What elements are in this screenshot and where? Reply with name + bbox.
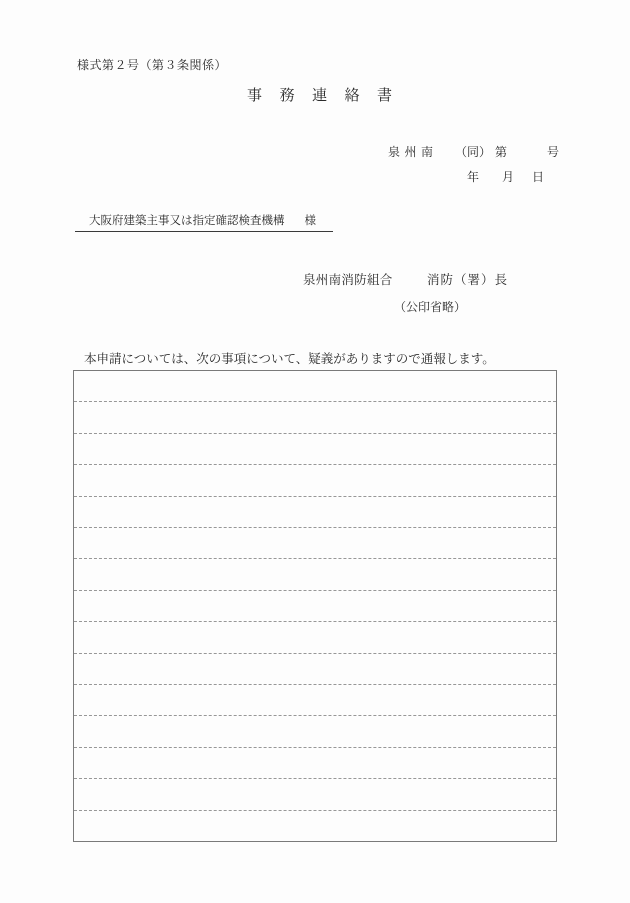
body-statement: 本申請については、次の事項について、疑義がありますので通報します。 [84,352,495,366]
doc-number-suffix: 号 [547,145,560,159]
sender-title: 消防（署）長 [427,273,509,287]
note-row [74,811,556,841]
document-title: 事務連絡書 [247,88,410,104]
note-row [74,716,556,747]
note-row [74,528,556,559]
note-row [74,434,556,465]
doc-number-office: 泉州南 [388,145,438,159]
addressee-honorific: 様 [304,215,316,227]
doc-number-prefix: 第 [495,145,508,159]
date-month-label: 月 [502,170,515,184]
note-row [74,748,556,779]
note-row [74,685,556,716]
notes-box [73,370,557,842]
addressee-name: 大阪府建築主事又は指定確認検査機構 [89,215,285,227]
note-row [74,497,556,528]
note-row [74,654,556,685]
note-row [74,371,556,402]
date-day-label: 日 [532,170,545,184]
addressee-line [75,212,333,232]
note-row [74,779,556,810]
sender-organization: 泉州南消防組合 [303,273,393,287]
sender-seal-note: （公印省略） [394,300,467,314]
note-row [74,591,556,622]
date-year-label: 年 [467,170,480,184]
note-row [74,559,556,590]
note-row [74,622,556,653]
note-row [74,465,556,496]
note-row [74,402,556,433]
form-number: 様式第２号（第３条関係） [77,58,228,72]
doc-number-doukan: （同） [455,145,492,159]
